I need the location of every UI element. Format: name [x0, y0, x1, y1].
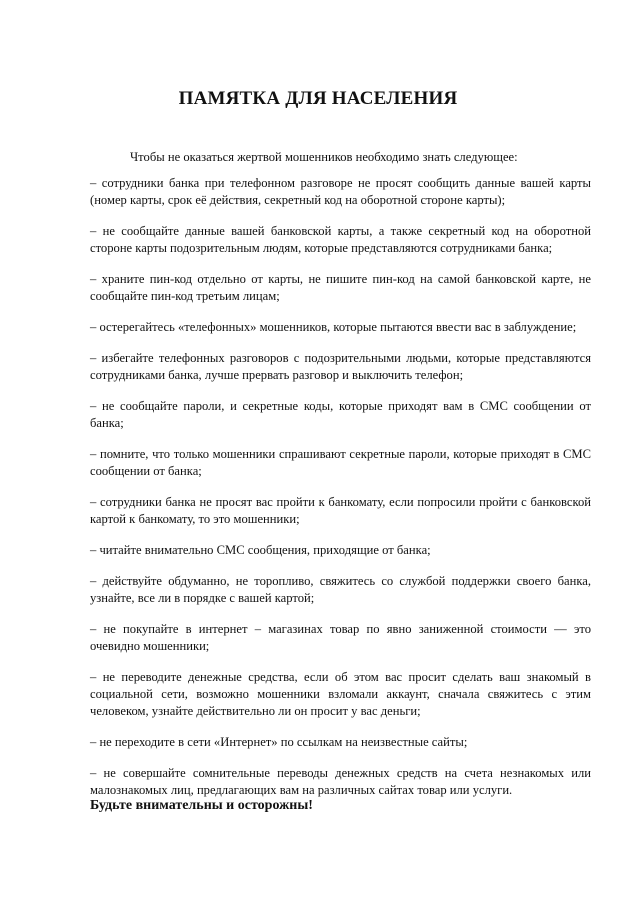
list-item: – не совершайте сомнительные переводы денежных средств на счета незнакомых или малознакомых лиц, предлагающих вам на различных сайтах товар или услуги.	[90, 766, 591, 797]
list-item: – не переходите в сети «Интернет» по ссылкам на неизвестные сайты;	[90, 735, 468, 749]
list-item: – читайте внимательно СМС сообщения, приходящие от банка;	[90, 543, 431, 557]
list-item: – не переводите денежные средства, если об этом вас просит сделать ваш знакомый в социальной сети, возможно мошенники взломали аккаунт, сначала свяжитесь с этим человеком, узнайте действительно ли он просит у вас деньги;	[90, 670, 591, 718]
intro-paragraph: Чтобы не оказаться жертвой мошенников необходимо знать следующее:	[130, 150, 518, 164]
list-item: – храните пин-код отдельно от карты, не пишите пин-код на самой банковской карте, не сообщайте пин-код третьим лицам;	[90, 272, 591, 303]
list-item: – не покупайте в интернет – магазинах товар по явно заниженной стоимости — это очевидно мошенники;	[90, 622, 591, 653]
list-item: – избегайте телефонных разговоров с подозрительными людьми, которые представляются сотрудниками банка, лучше прервать разговор и выключить телефон;	[90, 351, 591, 382]
list-item: – не сообщайте пароли, и секретные коды, которые приходят вам в СМС сообщении от банка;	[90, 399, 591, 430]
list-item: – действуйте обдуманно, не торопливо, свяжитесь со службой поддержки своего банка, узнайте, все ли в порядке с вашей картой;	[90, 574, 591, 605]
list-item: – не сообщайте данные вашей банковской карты, а также секретный код на оборотной стороне карты подозрительным людям, которые представляются сотрудниками банка;	[90, 224, 591, 255]
list-item: – сотрудники банка при телефонном разговоре не просят сообщить данные вашей карты (номер карты, срок её действия, секретный код на оборотной стороне карты);	[90, 176, 591, 207]
list-item: – сотрудники банка не просят вас пройти к банкомату, если попросили пройти с банковской картой к банкомату, то это мошенники;	[90, 495, 591, 526]
closing-statement: Будьте внимательны и осторожны!	[90, 798, 313, 813]
document-title: ПАМЯТКА ДЛЯ НАСЕЛЕНИЯ	[178, 88, 458, 109]
list-item: – остерегайтесь «телефонных» мошенников, которые пытаются ввести вас в заблуждение;	[90, 320, 577, 334]
document-body	[90, 149, 591, 813]
list-item: – помните, что только мошенники спрашивают секретные пароли, которые приходят в СМС сообщении от банка;	[90, 447, 591, 478]
